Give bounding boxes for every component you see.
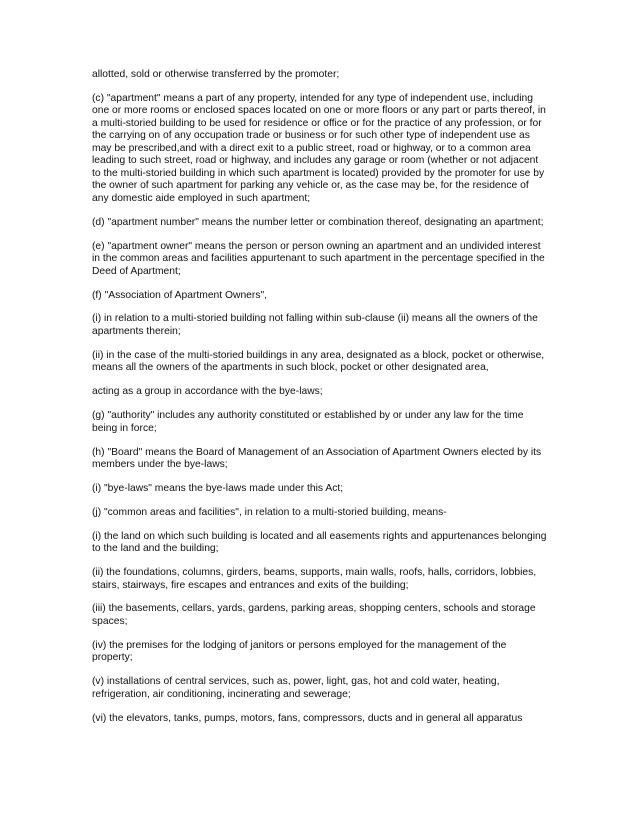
paragraph-clause-f-tail: acting as a group in accordance with the bye-laws; xyxy=(92,386,323,398)
paragraph-clause-j-iv: (iv) the premises for the lodging of janitors or persons employed for the management of the property; xyxy=(92,639,507,664)
paragraph-clause-e: (e) "apartment owner" means the person or person owning an apartment and an undivided interest in the common areas and facilities appurtenant to such apartment in the percentage specified in the Deed of Apartment; xyxy=(92,240,545,277)
paragraph-clause-j-vi: (vi) the elevators, tanks, pumps, motors, fans, compressors, ducts and in general all apparatus xyxy=(92,712,523,724)
paragraph-clause-g: (g) "authority" includes any authority constituted or established by or under any law for the time being in force; xyxy=(92,410,524,434)
paragraph-clause-j: (j) "common areas and facilities", in relation to a multi-storied building, means- xyxy=(92,506,447,518)
paragraph-clause-d: (d) "apartment number" means the number letter or combination thereof, designating an apartment; xyxy=(92,216,544,228)
paragraph-clause-j-i: (i) the land on which such building is located and all easements rights and appurtenances belonging to the land and the building; xyxy=(92,530,547,555)
document-page xyxy=(92,69,548,725)
paragraph-clause-j-iii: (iii) the basements, cellars, yards, gardens, parking areas, shopping centers, schools and storage spaces; xyxy=(92,603,536,627)
paragraph-continuation: allotted, sold or otherwise transferred by the promoter; xyxy=(92,69,340,80)
paragraph-clause-f: (f) "Association of Apartment Owners", xyxy=(92,289,267,301)
paragraph-clause-h: (h) "Board" means the Board of Management of an Association of Apartment Owners elected by its members under the bye-laws; xyxy=(92,446,542,471)
paragraph-clause-f-i: (i) in relation to a multi-storied building not falling within sub-clause (ii) means all the owners of the apartments therein; xyxy=(92,313,538,337)
paragraph-clause-i: (i) "bye-laws" means the bye-laws made under this Act; xyxy=(92,482,344,494)
paragraph-clause-c: (c) "apartment" means a part of any property, intended for any type of independent use, including one or more rooms or enclosed spaces located on one or more floors or any part or parts thereof, in a multi-storied building to be used for residence or office or for the practice of any profession, or for the carrying on of any occupation trade or business or for such other type of independent use as may be prescribed,and with a direct exit to a public street, road or highway, or to a common area leading to such street, road or highway, and includes any garage or room (whether or not adjacent to the multi-storied building in which such apartment is located) provided by the promoter for use by the owner of such apartment for parking any vehicle or, as the case may be, for the residence of any domestic aide employed in such apartment; xyxy=(92,92,546,204)
paragraph-clause-j-v: (v) installations of central services, such as, power, light, gas, hot and cold water, heating, refrigeration, air conditioning, incinerating and sewerage; xyxy=(92,676,500,700)
paragraph-clause-j-ii: (ii) the foundations, columns, girders, beams, supports, main walls, roofs, halls, corridors, lobbies, stairs, stairways, fire escapes and entrances and exits of the building; xyxy=(92,567,537,591)
paragraph-clause-f-ii: (ii) in the case of the multi-storied buildings in any area, designated as a block, pocket or otherwise, means all the owners of the apartments in such block, pocket or other designated area, xyxy=(92,349,545,374)
